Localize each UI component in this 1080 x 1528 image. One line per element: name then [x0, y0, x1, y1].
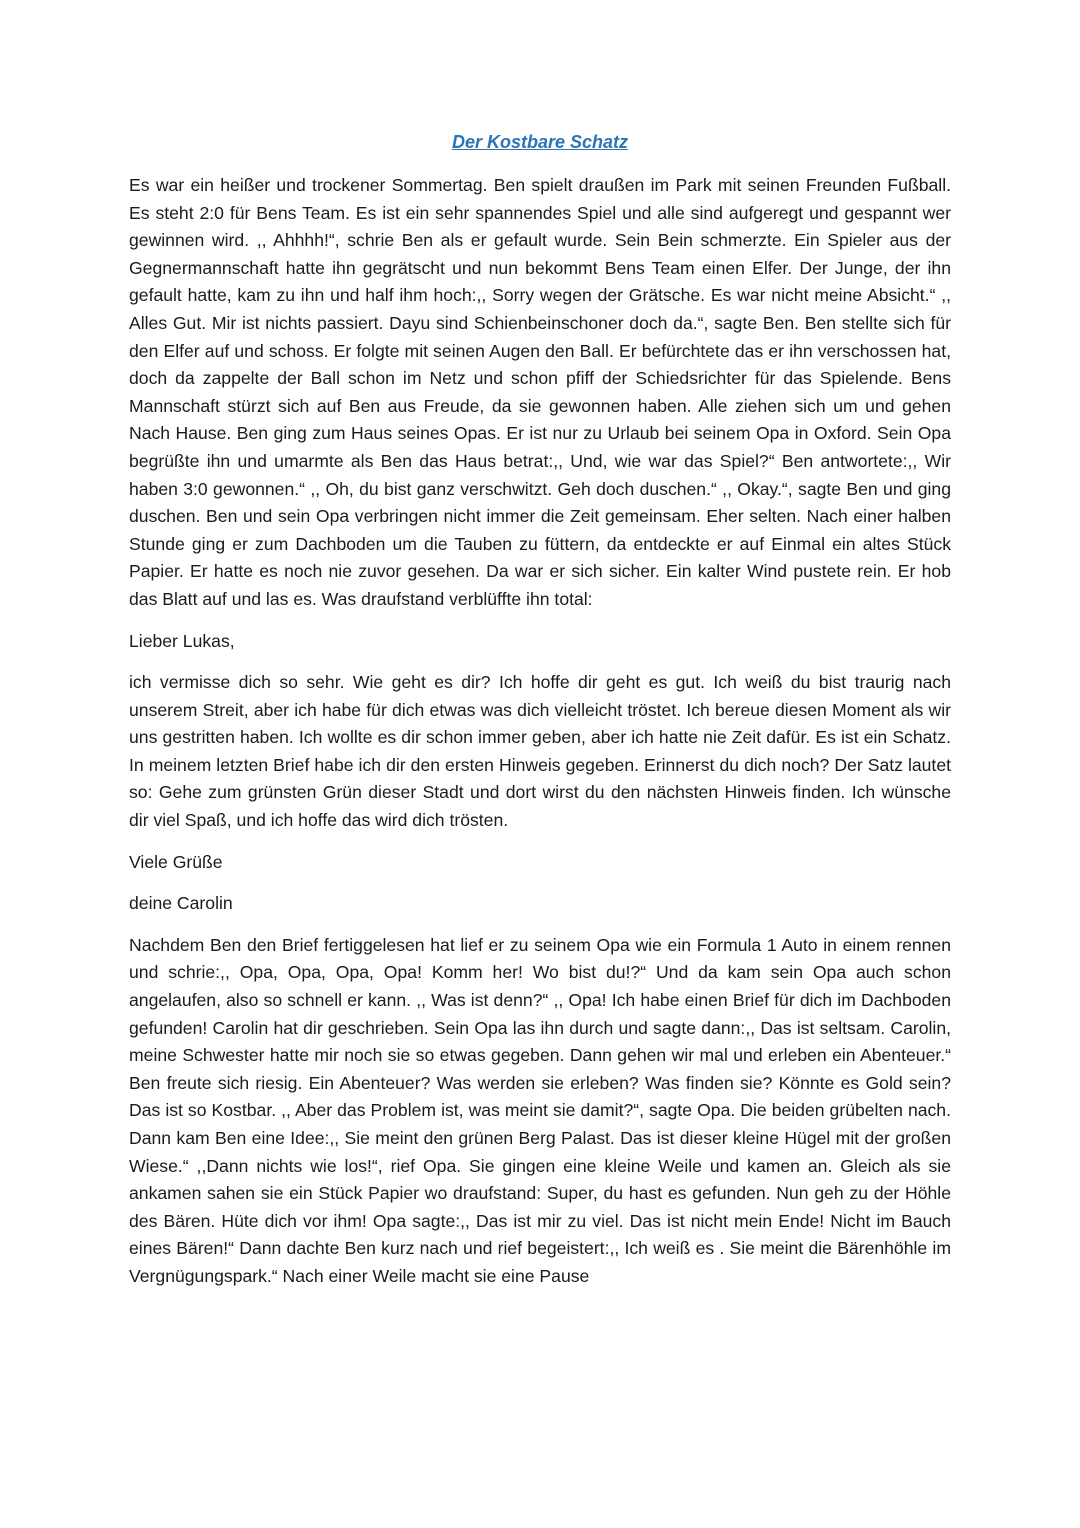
story-paragraph-continuation: Nachdem Ben den Brief fertiggelesen hat lief er zu seinem Opa wie ein Formula 1 Auto in einem rennen und schrie:,, Opa, Opa, Opa, Opa! Komm her! Wo bist du!?“ Und da kam sein Opa auch schon angelaufen, also so schnell er kann. ,, Was ist denn?“ ,, Opa! Ich habe einen Brief für dich im Dachboden gefunden! Carolin hat dir geschrieben. Sein Opa las ihn durch und sagte dann:,, Das ist seltsam. Carolin, meine Schwester hatte mir noch sie so etwas gegeben. Dann gehen wir mal und erleben ein Abenteuer.“ Ben freute sich riesig. Ein Abenteuer? Was werden sie erleben? Was finden sie? Könnte es Gold sein? Das ist so Kostbar. ,, Aber das Problem ist, was meint sie damit?“, sagte Opa. Die beiden grübelten nach. Dann kam Ben eine Idee:,, Sie meint den grünen Berg Palast. Das ist dieser kleine Hügel mit der großen Wiese.“ ,,Dann nichts wie los!“, rief Opa. Sie gingen eine kleine Weile und kamen an. Gleich als sie ankamen sahen sie ein Stück Papier wo draufstand: Super, du hast es gefunden. Nun geh zu der Höhle des Bären. Hüte dich vor ihm! Opa sagte:,, Das ist mir zu viel. Das ist nicht mein Ende! Nicht im Bauch eines Bären!“ Dann dachte Ben kurz nach und rief begeistert:,, Ich weiß es . Sie meint die Bärenhöhle im Vergnügungspark.“ Nach einer Weile macht sie eine Pause — [129, 934, 951, 1286]
document-title: Der Kostbare Schatz — [451, 132, 629, 152]
letter-signature: deine Carolin — [129, 893, 233, 914]
letter-body: ich vermisse dich so sehr. Wie geht es dir? Ich hoffe dir geht es gut. Ich weiß du bist traurig nach unserem Streit, aber ich habe für dich etwas was dich vielleicht tröstet. Ich bereue diesen Moment als wir uns gestritten haben. Ich wollte es dir schon immer geben, aber ich hatte nie Zeit dafür. Es ist ein Schatz. In meinem letzten Brief habe ich dir den ersten Hinweis gegeben. Erinnerst du dich noch? Der Satz lautet so: Gehe zum grünsten Grün dieser Stadt und dort wirst du den nächsten Hinweis finden. Ich wünsche dir viel Spaß, und ich hoffe das wird dich trösten. — [129, 672, 951, 831]
document-page — [129, 128, 951, 1291]
letter-salutation: Lieber Lukas, — [129, 630, 235, 651]
letter-closing: Viele Grüße — [129, 851, 223, 872]
story-paragraph-opening: Es war ein heißer und trockener Sommertag. Ben spielt draußen im Park mit seinen Freunden Fußball. Es steht 2:0 für Bens Team. Es ist ein sehr spannendes Spiel und alle sind aufgeregt und gespannt wer gewinnen wird. ,, Ahhhh!“, schrie Ben als er gefault wurde. Sein Bein schmerzte. Ein Spieler aus der Gegnermannschaft hatte ihn gegrätscht und nun bekommt Bens Team einen Elfer. Der Junge, der ihn gefault hatte, kam zu ihn und half ihm hoch:,, Sorry wegen der Grätsche. Es war nicht meine Absicht.“ ,, Alles Gut. Mir ist nichts passiert. Dayu sind Schienbeinschoner doch da.“, sagte Ben. Ben stellte sich für den Elfer auf und schoss. Er folgte mit seinen Augen den Ball. Er befürchtete das er ihn verschossen hat, doch da zappelte der Ball schon im Netz und schon pfiff der Schiedsrichter für das Spielende. Bens Mannschaft stürzt sich auf Ben aus Freude, da sie gewonnen haben. Alle ziehen sich um und gehen Nach Hause. Ben ging zum Haus seines Opas. Er ist nur zu Urlaub bei seinem Opa in Oxford. Sein Opa begrüßte ihn und umarmte als Ben das Haus betrat:,, Und, wie war das Spiel?“ Ben antwortete:,, Wir haben 3:0 gewonnen.“ ,, Oh, du bist ganz verschwitzt. Geh doch duschen.“ ,, Okay.“, sagte Ben und ging duschen. Ben und sein Opa verbringen nicht immer die Zeit gemeinsam. Eher selten. Nach einer halben Stunde ging er zum Dachboden um die Tauben zu füttern, da entdeckte er auf Einmal ein altes Stück Papier. Er hatte es noch nie zuvor gesehen. Da war er sich sicher. Ein kalter Wind pustete rein. Er hob das Blatt auf und las es. Was draufstand verblüffte ihn total: — [129, 175, 951, 609]
